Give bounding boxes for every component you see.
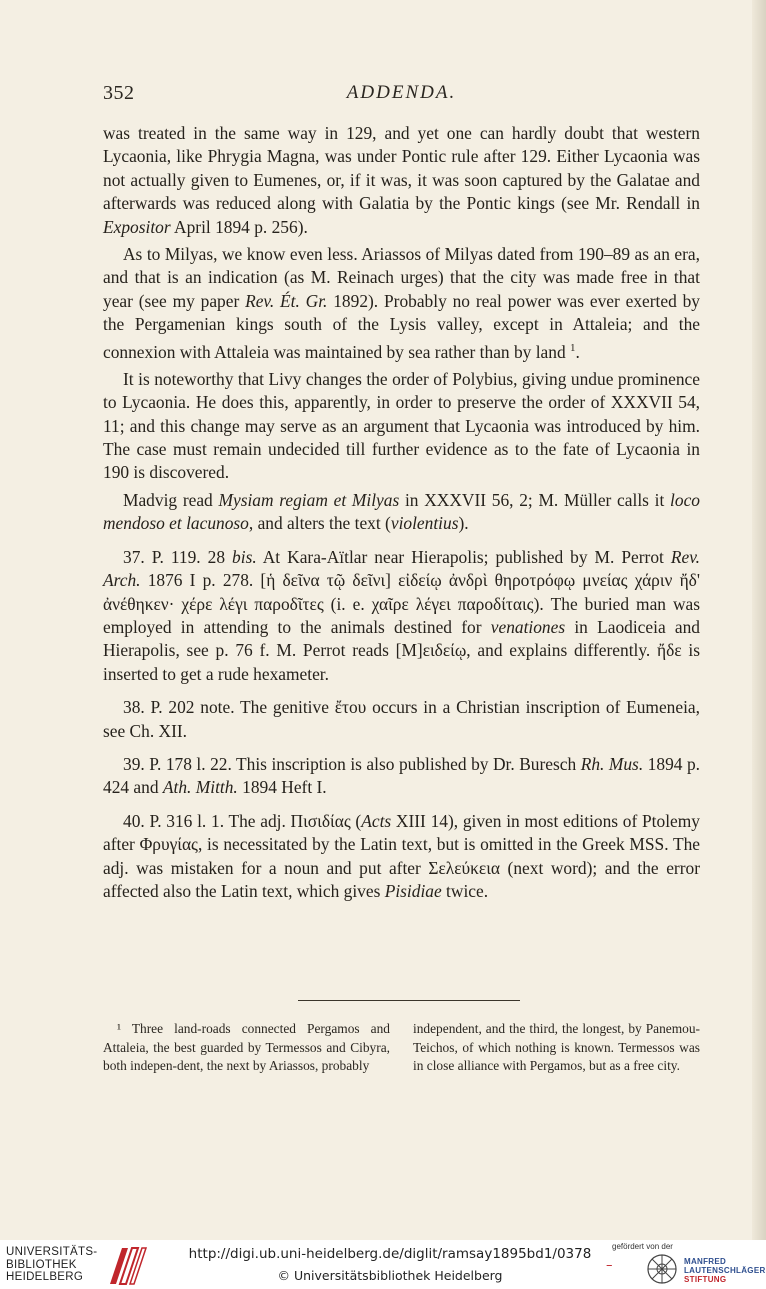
separator-dash: – xyxy=(606,1258,613,1273)
running-head: ADDENDA. xyxy=(346,82,457,103)
library-name: UNIVERSITÄTS- BIBLIOTHEK HEIDELBERG xyxy=(6,1246,98,1283)
sponsor-caption: gefördert von der xyxy=(612,1242,673,1251)
viewer-footer xyxy=(0,1240,766,1289)
entry-37: 37. P. 119. 28 bis. At Kara-Aïtlar near Hierapolis; published by M. Perrot Rev. Arch. 1876 I p. 278. [ἡ δεῖνα τῷ δεῖνι] εἰδείῳ ἀνδρὶ θηροτρόφῳ μνείας χάριν ἤδ' ἀνέθηκεν· χέρε λέγι παροδῖτες (i. e. χαῖρε λέγει παροδίταις). The buried man was employed in attending to the animals destined for venationes in Laodiceia and Hierapolis, see p. 76 f. M. Perrot reads [Μ]ειδείῳ, and explains differently. ἤδε is inserted to get a rude hexameter. xyxy=(103,546,700,684)
copyright-notice: © Universitätsbibliothek Heidelberg xyxy=(277,1268,503,1283)
page-edge-shadow xyxy=(752,0,766,1240)
paragraph-2: As to Milyas, we know even less. Ariassos of Milyas dated from 190–89 as an era, and that is an indication (as M. Reinach urges) that the city was made free in that year (see my paper Rev. Ét. Gr. 1892). Probably no real power was ever exerted by the Pergamenian kings south of the Lysis valley, except in Attaleia; and the connexion with Attaleia was maintained by sea rather than by land $^1$. xyxy=(103,244,700,362)
sponsor-logo[interactable] xyxy=(612,1240,766,1289)
page-number: 352 xyxy=(103,82,135,104)
library-logo[interactable] xyxy=(6,1246,166,1286)
permalink-url[interactable]: http://digi.ub.uni-heidelberg.de/diglit/ramsay1895bd1/0378 xyxy=(188,1246,592,1262)
paragraph-3: It is noteworthy that Livy changes the order of Polybius, giving undue prominence to Lycaonia. He does this, apparently, in order to preserve the order of XXXVII 54, 11; and this change may serve as an argument that Lycaonia was introduced by him. The case must remain undecided till further evidence as to the fate of Lycaonia in 190 is discovered. xyxy=(103,368,700,483)
entry-40: 40. P. 316 l. 1. The adj. Πισιδίας (Acts XIII 14), given in most editions of Ptolemy after Φρυγίας, is necessitated by the Latin text, but is omitted in the Greek MSS. The adj. was mistaken for a noun and put after Σελεύκεια (next word); and the error affected also the Latin text, which gives Pisidiae twice. xyxy=(103,810,700,901)
paragraph-4: Madvig read Mysiam regiam et Milyas in XXXVII 56, 2; M. Müller calls it loco mendoso et lacunoso, and alters the text (violentius). xyxy=(103,489,700,534)
footnote xyxy=(103,1020,700,1076)
footnote-column-right: independent, and the third, the longest, by Panemou-Teichos, of which nothing is known. Termessos was in close alliance with Pergamos, but as a free city. xyxy=(413,1021,700,1074)
entry-38: 38. P. 202 note. The genitive ἔτου occurs in a Christian inscription of Eumeneia, see Ch. XII. xyxy=(103,697,700,741)
library-emblem-icon xyxy=(106,1244,148,1288)
entry-39: 39. P. 178 l. 22. This inscription is also published by Dr. Buresch Rh. Mus. 1894 p. 424 and Ath. Mitth. 1894 Heft I. xyxy=(103,753,700,798)
sponsor-name: MANFRED LAUTENSCHLÄGER STIFTUNG xyxy=(684,1257,766,1284)
footnote-ref[interactable]: 1 xyxy=(570,341,576,354)
sponsor-emblem-icon xyxy=(642,1252,682,1286)
footnote-column-left: ¹ Three land-roads connected Pergamos and Attaleia, the best guarded by Termessos and Cibyra, both indepen-dent, the next by Ariassos, probably xyxy=(103,1021,390,1074)
main-text xyxy=(103,122,700,907)
page-header xyxy=(103,82,700,108)
footnote-divider xyxy=(298,1000,520,1001)
paragraph-1: was treated in the same way in 129, and yet one can hardly doubt that western Lycaonia, like Phrygia Magna, was under Pontic rule after 129. Either Lycaonia was not actually given to Eumenes, or, if it was, it was soon captured by the Galatae and afterwards was reduced along with Galatia by the Pontic kings (see Mr. Rendall in Expositor April 1894 p. 256). xyxy=(103,123,700,237)
